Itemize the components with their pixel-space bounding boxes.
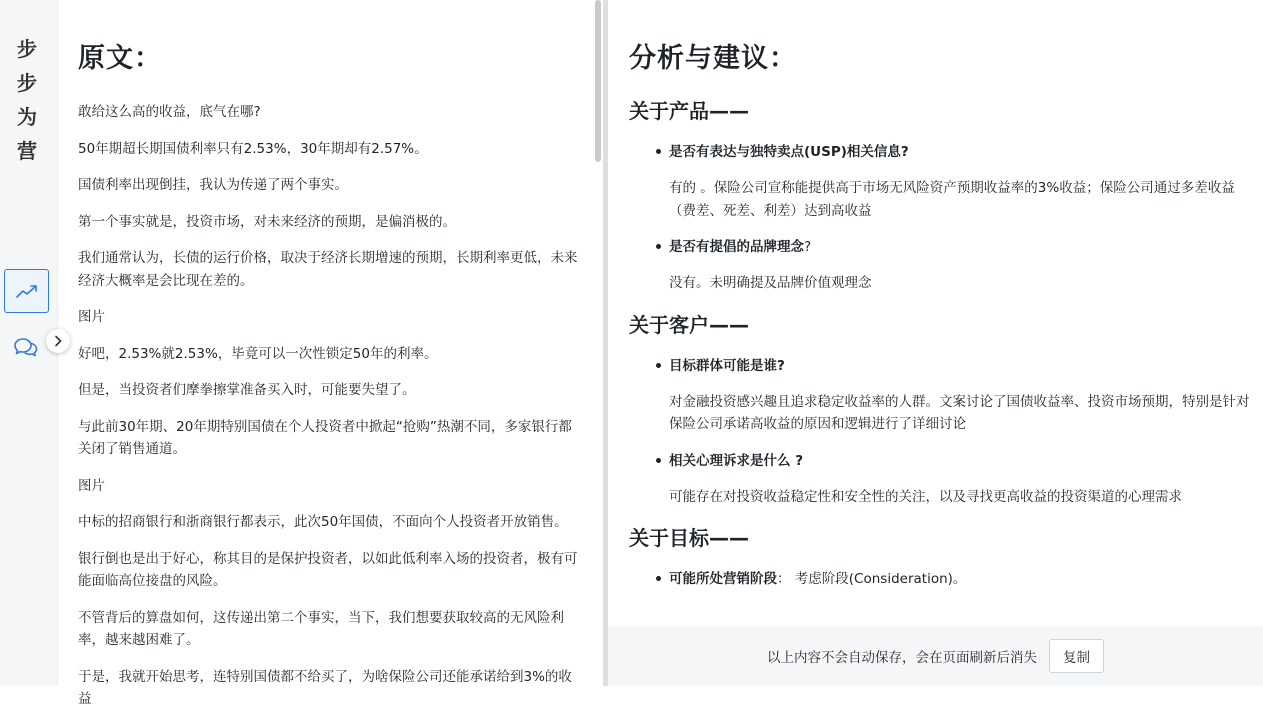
question-item bbox=[669, 355, 1253, 436]
chat-nav-button[interactable] bbox=[13, 334, 39, 360]
original-paragraph: 中标的招商银行和浙商银行都表示，此次50年国债，不面向个人投资者开放销售。 bbox=[78, 514, 568, 530]
original-paragraph: 50年期超长期国债利率只有2.53%，30年期却有2.57%。 bbox=[78, 140, 428, 157]
image-placeholder-text: 图片 bbox=[78, 477, 105, 494]
brand-char: 为 bbox=[17, 105, 37, 129]
original-paragraph: 银行倒也是出于好心，称其目的是保护投资者，以如此低利率入场的投资者，极有可能面临高位接盘的风险。 bbox=[78, 550, 578, 589]
original-paragraph: 国债利率出现倒挂，我认为传递了两个事实。 bbox=[78, 177, 348, 193]
brand-char: 营 bbox=[17, 139, 37, 163]
bullet-dot bbox=[656, 458, 661, 463]
copy-button[interactable]: 复制 bbox=[1049, 639, 1104, 673]
original-paragraph: 与此前30年期、20年期特别国债在个人投资者中掀起“抢购”热潮不同，多家银行都关闭了销售通道。 bbox=[78, 418, 572, 457]
answer-text: 有的 。保险公司宣称能提供高于市场无风险资产预期收益率的3%收益；保险公司通过多差收益（费差、死差、利差）达到高收益 bbox=[669, 180, 1235, 219]
brand-char: 步 bbox=[17, 37, 37, 61]
question-list bbox=[629, 141, 1253, 295]
answer-text: 可能存在对投资收益稳定性和安全性的关注，以及寻找更高收益的投资渠道的心理需求 bbox=[669, 488, 1182, 505]
question-item bbox=[669, 236, 1253, 295]
original-paragraph: 不管背后的算盘如何，这传递出第二个事实，当下，我们想要获取较高的无风险利率，越来越困难了。 bbox=[78, 609, 564, 648]
analysis-pane[interactable] bbox=[608, 0, 1263, 626]
brand-char: 步 bbox=[17, 71, 37, 95]
question-text: 是否有表达与独特卖点(USP)相关信息? bbox=[669, 144, 909, 160]
chevron-right-icon bbox=[53, 335, 63, 347]
question-item bbox=[669, 568, 1253, 590]
question-item bbox=[669, 450, 1253, 509]
question-item bbox=[669, 141, 1253, 222]
image-placeholder-text: 图片 bbox=[78, 309, 105, 325]
question-list bbox=[629, 355, 1253, 509]
question-text: 可能所处营销阶段： 考虑阶段(Consideration)。 bbox=[669, 571, 967, 587]
original-paragraph: 好吧，2.53%就2.53%，毕竟可以一次性锁定50年的利率。 bbox=[78, 345, 438, 362]
trend-chart-icon bbox=[16, 283, 38, 299]
analysis-nav-button[interactable] bbox=[4, 269, 49, 313]
bullet-dot bbox=[656, 363, 661, 368]
original-paragraph: 敢给这么高的收益，底气在哪? bbox=[78, 104, 261, 120]
original-paragraph: 我们通常认为，长债的运行价格，取决于经济长期增速的预期，长期利率更低，未来经济大概率是会比现在差的。 bbox=[78, 250, 578, 289]
question-text: 目标群体可能是谁? bbox=[669, 357, 785, 374]
answer-text: 没有。未明确提及品牌价值观理念 bbox=[669, 275, 872, 291]
analysis-footer bbox=[608, 626, 1263, 686]
section-heading-goal: 关于目标—— bbox=[629, 526, 749, 550]
original-paragraph: 第一个事实就是，投资市场，对未来经济的预期，是偏消极的。 bbox=[78, 213, 456, 230]
original-scrollbar-thumb[interactable] bbox=[595, 0, 601, 162]
unsaved-warning-text: 以上内容不会自动保存，会在页面刷新后消失 bbox=[767, 650, 1037, 666]
section-heading-customer: 关于客户—— bbox=[629, 312, 749, 337]
brand-logo bbox=[15, 32, 39, 168]
analysis-title: 分析与建议： bbox=[629, 43, 797, 74]
original-paragraph: 但是，当投资者们摩拳擦掌准备买入时，可能要失望了。 bbox=[78, 382, 416, 398]
chat-bubbles-icon bbox=[14, 336, 38, 358]
original-text-pane[interactable] bbox=[58, 0, 603, 707]
original-title: 原文： bbox=[78, 43, 162, 74]
question-text: 相关心理诉求是什么 ? bbox=[669, 452, 804, 469]
answer-text: 对金融投资感兴趣且追求稳定收益率的人群。文案讨论了国债收益率、投资市场预期，特别是针对保险公司承诺高收益的原因和逻辑进行了详细讨论 bbox=[669, 393, 1250, 432]
bullet-dot bbox=[656, 244, 661, 249]
section-heading-product: 关于产品—— bbox=[629, 99, 749, 123]
original-paragraph: 于是，我就开始思考，连特别国债都不给买了，为啥保险公司还能承诺给到3%的收益 bbox=[78, 668, 572, 707]
bullet-dot bbox=[656, 149, 661, 154]
expand-rail-button[interactable] bbox=[46, 329, 70, 353]
question-text: 是否有提倡的品牌理念? bbox=[669, 239, 812, 255]
bullet-dot bbox=[656, 576, 661, 581]
question-list bbox=[629, 568, 1253, 590]
